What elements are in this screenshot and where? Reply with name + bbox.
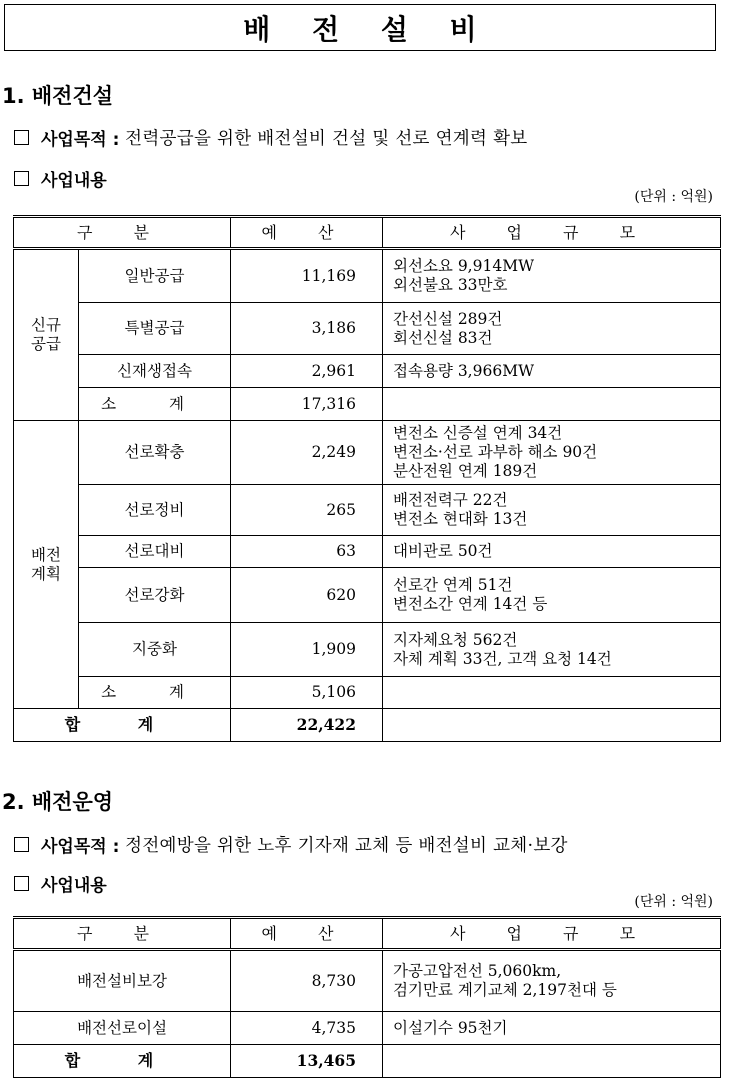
scale-line: 이설기수 95천기 <box>393 1018 508 1037</box>
table-row <box>14 355 721 388</box>
scale-line: 외선소요 9,914MW <box>393 257 534 276</box>
scale-line: 배전전력구 22건 <box>393 491 508 510</box>
row-scale <box>383 485 721 536</box>
row-name: 선로대비 <box>79 536 231 568</box>
section-1-purpose <box>12 125 527 150</box>
row-budget: 63 <box>231 536 383 568</box>
section-1-content <box>12 166 107 191</box>
row-budget: 1,909 <box>231 623 383 677</box>
document-title: 배 전 설 비 <box>243 12 493 46</box>
table-row <box>14 536 721 568</box>
header-scale: 사 업 규 모 <box>383 918 721 950</box>
table-row <box>14 1012 721 1045</box>
header-category: 구 분 <box>14 217 231 249</box>
checkbox-icon <box>14 837 29 852</box>
row-name: 선로확충 <box>79 421 231 485</box>
row-name: 선로강화 <box>79 568 231 623</box>
scale-line: 가공고압전선 5,060km, <box>393 962 562 981</box>
subtotal-value: 5,106 <box>231 677 383 709</box>
section-2-unit-note: (단위 : 억원) <box>634 894 713 910</box>
row-budget: 2,961 <box>231 355 383 388</box>
row-budget: 3,186 <box>231 303 383 355</box>
header-budget: 예 산 <box>231 217 383 249</box>
row-name: 일반공급 <box>79 249 231 303</box>
row-name: 특별공급 <box>79 303 231 355</box>
group-label-distribution-plan: 배전 계획 <box>14 421 79 709</box>
checkbox-icon <box>14 130 29 145</box>
subtotal-label: 소 계 <box>79 677 231 709</box>
subtotal-value: 17,316 <box>231 388 383 421</box>
section-2-purpose <box>12 832 568 857</box>
subtotal-row <box>14 677 721 709</box>
row-scale <box>383 303 721 355</box>
content-label: 사업내용 <box>41 876 107 896</box>
row-scale <box>383 623 721 677</box>
table-row <box>14 303 721 355</box>
purpose-label: 사업목적 : <box>41 130 120 150</box>
total-scale-empty <box>383 709 721 742</box>
table-row <box>14 249 721 303</box>
total-row <box>14 1045 721 1078</box>
purpose-label: 사업목적 : <box>41 837 120 857</box>
total-row <box>14 709 721 742</box>
row-scale <box>383 536 721 568</box>
scale-line: 접속용량 3,966MW <box>393 361 534 380</box>
total-label: 합 계 <box>14 709 231 742</box>
row-budget: 265 <box>231 485 383 536</box>
row-budget: 8,730 <box>231 950 383 1012</box>
section-1-heading: 1. 배전건설 <box>2 84 114 108</box>
scale-line: 자체 계획 33건, 고객 요청 14건 <box>393 649 612 668</box>
total-scale-empty <box>383 1045 721 1078</box>
row-name: 선로정비 <box>79 485 231 536</box>
subtotal-scale-empty <box>383 388 721 421</box>
row-scale <box>383 421 721 485</box>
row-name: 신재생접속 <box>79 355 231 388</box>
section-2-heading: 2. 배전운영 <box>2 790 114 814</box>
row-scale <box>383 1012 721 1045</box>
row-budget: 4,735 <box>231 1012 383 1045</box>
group-label-new-supply: 신규 공급 <box>14 249 79 421</box>
scale-line: 외선불요 33만호 <box>393 276 508 294</box>
section-1-budget-table <box>13 215 721 742</box>
table-row <box>14 950 721 1012</box>
table-row <box>14 623 721 677</box>
row-name: 지중화 <box>79 623 231 677</box>
scale-line: 변전소 현대화 13건 <box>393 510 528 528</box>
row-scale <box>383 950 721 1012</box>
section-2-budget-table <box>13 916 721 1078</box>
row-scale <box>383 355 721 388</box>
checkbox-icon <box>14 876 29 891</box>
scale-line: 간선신설 289건 <box>393 309 503 328</box>
section-2-content <box>12 871 107 896</box>
subtotal-scale-empty <box>383 677 721 709</box>
purpose-text: 정전예방을 위한 노후 기자재 교체 등 배전설비 교체·보강 <box>125 836 568 856</box>
row-name: 배전선로이설 <box>14 1012 231 1045</box>
row-name: 배전설비보강 <box>14 950 231 1012</box>
scale-line: 변전소 신증설 연계 34건 <box>393 424 563 443</box>
header-scale: 사 업 규 모 <box>383 217 721 249</box>
total-value: 22,422 <box>231 709 383 742</box>
scale-line: 선로간 연계 51건 <box>393 576 513 595</box>
content-label: 사업내용 <box>41 171 107 191</box>
scale-line: 회선신설 83건 <box>393 328 493 347</box>
row-budget: 2,249 <box>231 421 383 485</box>
total-value: 13,465 <box>231 1045 383 1078</box>
header-category: 구 분 <box>14 918 231 950</box>
checkbox-icon <box>14 171 29 186</box>
scale-line: 지자체요청 562건 <box>393 630 518 649</box>
subtotal-label: 소 계 <box>79 388 231 421</box>
document-title-box <box>4 4 716 51</box>
total-label: 합 계 <box>14 1045 231 1078</box>
purpose-text: 전력공급을 위한 배전설비 건설 및 선로 연계력 확보 <box>125 129 528 149</box>
scale-line: 변전소·선로 과부하 해소 90건 <box>393 443 598 462</box>
scale-line: 변전소간 연계 14건 등 <box>393 595 548 613</box>
section-1-unit-note: (단위 : 억원) <box>634 189 713 205</box>
subtotal-row <box>14 388 721 421</box>
row-budget: 620 <box>231 568 383 623</box>
header-budget: 예 산 <box>231 918 383 950</box>
scale-line: 대비관로 50건 <box>393 542 493 561</box>
table-row <box>14 485 721 536</box>
scale-line: 분산전원 연계 189건 <box>393 461 538 480</box>
row-scale <box>383 249 721 303</box>
table-row <box>14 421 721 485</box>
scale-line: 검기만료 계기교체 2,197천대 등 <box>393 981 617 999</box>
table-row <box>14 568 721 623</box>
page-bottom-rule <box>13 1077 720 1078</box>
row-budget: 11,169 <box>231 249 383 303</box>
row-scale <box>383 568 721 623</box>
